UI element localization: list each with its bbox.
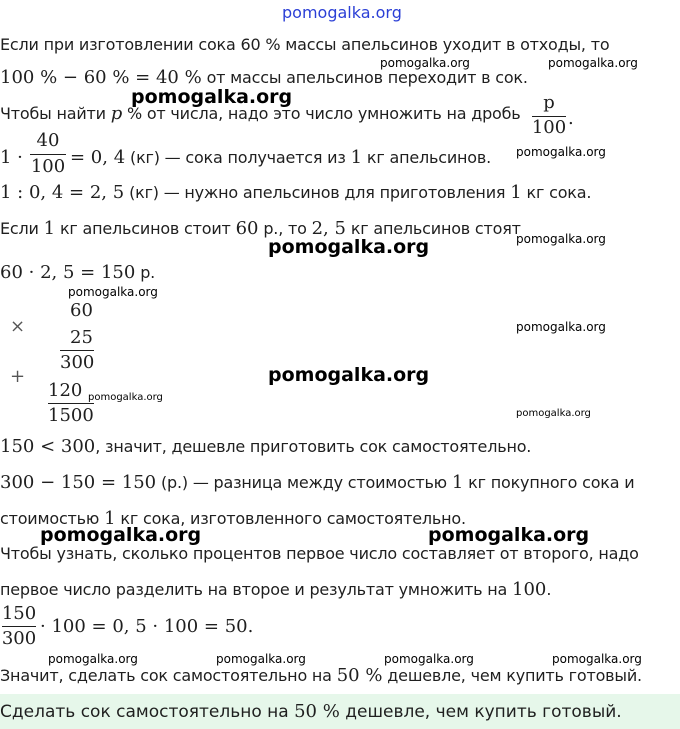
fraction-40-numerator: 40: [36, 130, 60, 151]
text-line-14: [0, 666, 642, 686]
text-line-2: [0, 68, 528, 88]
watermark-15: pomogalka.org: [216, 652, 306, 666]
text-line-3-a: Чтобы найти: [0, 104, 111, 123]
watermark-top[interactable]: pomogalka.org: [282, 3, 402, 22]
text-line-9-a: (р.) — разница между стоимостью: [156, 473, 452, 492]
fraction-p-denominator: 100: [531, 117, 567, 138]
watermark-13: pomogalka.org: [428, 524, 590, 546]
math-fifty-percent: 50 %: [336, 665, 383, 686]
text-line-6-d: кг апельсинов стоят: [345, 219, 521, 238]
math-one-e: 1: [104, 508, 116, 529]
text-line-6-a: Если: [0, 219, 44, 238]
column-times-sign: ×: [10, 316, 26, 337]
fraction-40-bar: [30, 154, 66, 155]
text-line-3-b: % от числа, надо это число умножить на дробь: [122, 104, 521, 123]
column-bar-2: [48, 403, 94, 404]
fraction-40-denominator: 100: [30, 156, 66, 177]
math-product: 60 · 2, 5 = 150: [0, 262, 136, 283]
column-plus-sign: +: [10, 366, 26, 387]
text-line-3-end: .: [568, 108, 574, 129]
math-compare: 150 < 300: [0, 436, 96, 457]
watermark-7: pomogalka.org: [68, 285, 158, 299]
text-line-9: [0, 473, 634, 493]
answer-text: [0, 702, 622, 722]
text-line-6-b: кг апельсинов стоит: [55, 219, 236, 238]
watermark-8: pomogalka.org: [516, 320, 606, 334]
math-hundred: 100: [512, 579, 547, 600]
text-line-8: [0, 437, 531, 457]
answer-text-a: Сделать сок самостоятельно на: [0, 702, 295, 722]
text-line-11: Чтобы узнать, сколько процентов первое число составляет от второго, надо: [0, 544, 639, 563]
watermark-11: pomogalka.org: [516, 408, 591, 419]
watermark-3: pomogalka.org: [131, 86, 293, 108]
math-one-b: 1: [510, 182, 522, 203]
math-one-times: 1 ·: [0, 147, 23, 168]
watermark-1: pomogalka.org: [380, 56, 470, 70]
fraction-150-bar: [2, 626, 36, 627]
text-line-4: [70, 148, 491, 168]
math-p: p: [110, 103, 123, 124]
text-line-7: [0, 263, 155, 283]
text-line-12: [0, 580, 551, 600]
fraction-150-numerator: 150: [1, 603, 37, 624]
column-25: 25: [70, 327, 93, 348]
watermark-17: pomogalka.org: [552, 652, 642, 666]
watermark-10: pomogalka.org: [88, 392, 163, 403]
math-division: 1 : 0, 4 = 2, 5: [0, 182, 125, 203]
text-line-9-b: кг покупного сока и: [463, 473, 635, 492]
text-line-5-text: (кг) — нужно апельсинов для приготовления: [124, 183, 511, 202]
answer-box: [0, 694, 680, 729]
text-line-4-e: кг апельсинов.: [362, 148, 492, 167]
text-line-4-c: (кг) — сока получается из: [125, 148, 351, 167]
math-zero-four: = 0, 4: [70, 147, 126, 168]
text-line-12-end: .: [546, 580, 552, 599]
column-1500: 1500: [48, 405, 94, 426]
fraction-150-denominator: 300: [1, 628, 37, 649]
text-line-2-rest: от массы апельсинов переходит в сок.: [201, 68, 528, 87]
answer-percent: 50 %: [294, 701, 340, 722]
column-60: 60: [70, 300, 93, 321]
watermark-14: pomogalka.org: [48, 652, 138, 666]
text-line-14-b: дешевле, чем купить готовый.: [382, 666, 642, 685]
math-one-d: 1: [451, 472, 464, 493]
text-line-7-text: р.: [135, 263, 156, 282]
text-line-10-b: кг сока, изготовленного самостоятельно.: [115, 509, 466, 528]
text-line-14-a: Значит, сделать сок самостоятельно на: [0, 666, 337, 685]
watermark-6: pomogalka.org: [268, 236, 430, 258]
math-final-calc: · 100 = 0, 5 · 100 = 50.: [40, 616, 254, 637]
math-two-five: 2, 5: [311, 218, 346, 239]
watermark-16: pomogalka.org: [384, 652, 474, 666]
text-line-8-text: , значит, дешевле приготовить сок самостоятельно.: [95, 437, 532, 456]
watermark-12: pomogalka.org: [40, 524, 202, 546]
watermark-9: pomogalka.org: [268, 364, 430, 386]
text-line-5: [0, 183, 591, 203]
math-percent-diff: 100 % − 60 % = 40 %: [0, 67, 202, 88]
column-bar-1: [60, 350, 94, 351]
column-300: 300: [60, 352, 95, 373]
math-sixty: 60: [235, 218, 259, 239]
fraction-p-numerator: p: [543, 92, 555, 113]
column-120: 120: [48, 380, 83, 401]
math-one: 1: [350, 147, 363, 168]
watermark-5: pomogalka.org: [516, 232, 606, 246]
text-line-6-c: р., то: [258, 219, 312, 238]
watermark-2: pomogalka.org: [548, 56, 638, 70]
text-line-5-end: кг сока.: [521, 183, 592, 202]
text-line-10-a: стоимостью: [0, 509, 105, 528]
math-one-c: 1: [43, 218, 56, 239]
text-line-6: [0, 219, 521, 239]
text-line-1: Если при изготовлении сока 60 % массы апельсинов уходит в отходы, то: [0, 35, 610, 54]
text-line-12-a: первое число разделить на второе и результат умножить на: [0, 580, 512, 599]
answer-text-b: дешевле, чем купить готовый.: [339, 702, 622, 722]
math-difference: 300 − 150 = 150: [0, 472, 157, 493]
watermark-4: pomogalka.org: [516, 145, 606, 159]
